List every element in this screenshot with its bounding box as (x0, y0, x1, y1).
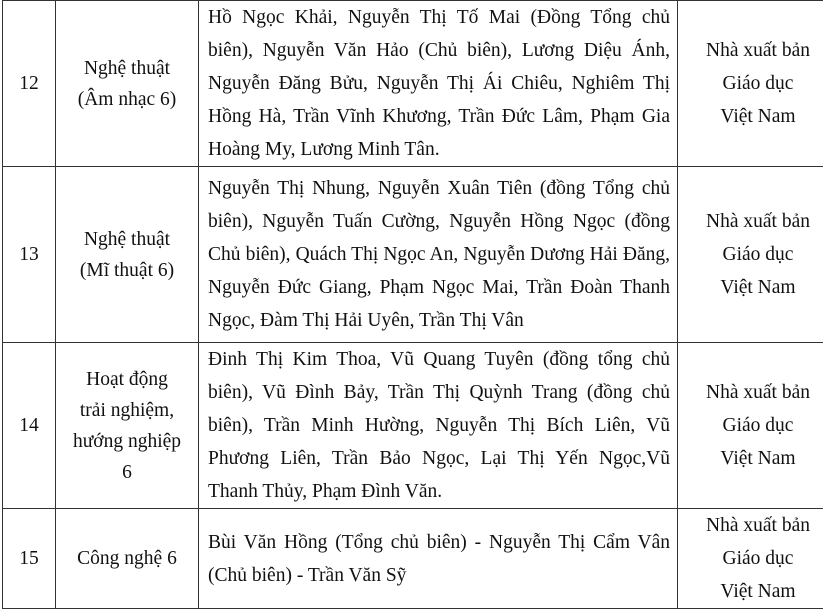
publisher-line: Giáo dục (678, 238, 823, 271)
subject-line: (Mĩ thuật 6) (56, 255, 198, 286)
subject-line: Hoạt động (56, 364, 198, 395)
publisher-line: Việt Nam (678, 575, 823, 608)
publisher-line: Giáo dục (678, 67, 823, 100)
authors-cell: Đinh Thị Kim Thoa, Vũ Quang Tuyên (đồng tổng chủ biên), Vũ Đình Bảy, Trần Thị Quỳnh Trang (đồng chủ biên), Trần Minh Hường, Nguyễn Thị Bích Liên, Vũ Phương Liên, Trần Bảo Ngọc, Lại Thị Yến Ngọc,Vũ Thanh Thủy, Phạm Đình Văn. (199, 343, 678, 509)
subject-line: Nghệ thuật (56, 224, 198, 255)
row-number: 14 (3, 343, 56, 509)
subject-line: Nghệ thuật (56, 53, 198, 84)
publisher-line: Việt Nam (678, 100, 823, 133)
authors-cell: Nguyễn Thị Nhung, Nguyễn Xuân Tiên (đồng Tổng chủ biên), Nguyễn Tuấn Cường, Nguyễn Hồng Ngọc (đồng Chủ biên), Quách Thị Ngọc An, Nguyễn Dương Hải Đăng, Nguyễn Đức Giang, Phạm Ngọc Mai, Trần Đoàn Thanh Ngọc, Đàm Thị Hải Uyên, Trần Thị Vân (199, 167, 678, 343)
subject-cell (56, 167, 199, 343)
authors-cell: Bùi Văn Hồng (Tổng chủ biên) - Nguyễn Thị Cẩm Vân (Chủ biên) - Trần Văn Sỹ (199, 509, 678, 609)
row-number: 13 (3, 167, 56, 343)
publisher-line: Giáo dục (678, 409, 823, 442)
publisher-line: Nhà xuất bản (678, 34, 823, 67)
publisher-cell (678, 343, 823, 509)
subject-line: 6 (56, 457, 198, 488)
subject-line: Công nghệ 6 (56, 543, 198, 574)
publisher-line: Giáo dục (678, 542, 823, 575)
subject-cell (56, 1, 199, 167)
table-row (3, 509, 823, 609)
authors-cell: Hồ Ngọc Khải, Nguyễn Thị Tố Mai (Đồng Tổng chủ biên), Nguyễn Văn Hảo (Chủ biên), Lương Diệu Ánh, Nguyễn Đăng Bửu, Nguyễn Thị Ái Chiêu, Nghiêm Thị Hồng Hà, Trần Vĩnh Khương, Trần Đức Lâm, Phạm Gia Hoàng My, Lương Minh Tân. (199, 1, 678, 167)
table-row (3, 167, 823, 343)
subject-line: hướng nghiệp (56, 426, 198, 457)
table-row (3, 343, 823, 509)
subject-cell (56, 343, 199, 509)
publisher-cell (678, 1, 823, 167)
publisher-cell (678, 167, 823, 343)
publisher-line: Việt Nam (678, 442, 823, 475)
publisher-line: Nhà xuất bản (678, 509, 823, 542)
publisher-line: Nhà xuất bản (678, 205, 823, 238)
subject-line: (Âm nhạc 6) (56, 84, 198, 115)
publisher-line: Việt Nam (678, 271, 823, 304)
publisher-line: Nhà xuất bản (678, 376, 823, 409)
textbook-table (2, 0, 823, 609)
subject-cell (56, 509, 199, 609)
table-row (3, 1, 823, 167)
row-number: 12 (3, 1, 56, 167)
subject-line: trải nghiệm, (56, 395, 198, 426)
row-number: 15 (3, 509, 56, 609)
publisher-cell (678, 509, 823, 609)
